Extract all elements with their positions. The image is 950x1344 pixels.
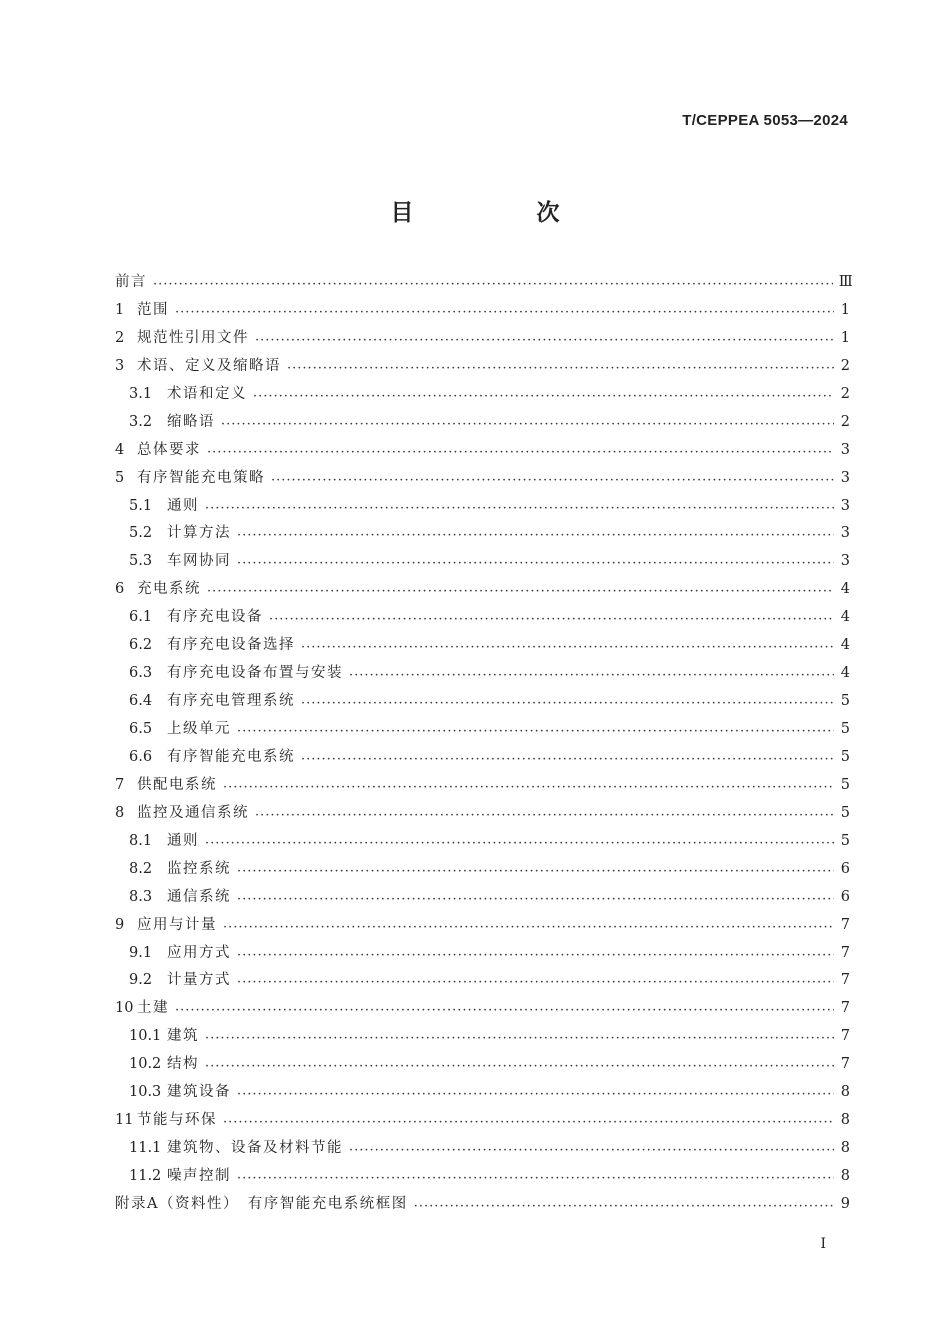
toc-entry-page: 6 <box>840 888 850 905</box>
toc-entry-label: 通信系统 <box>167 888 231 905</box>
toc-entry-number: 5.1 <box>129 497 153 514</box>
toc-entry-number: 8.3 <box>129 888 153 905</box>
toc-entry-page: 3 <box>840 525 850 542</box>
toc-leader-dots <box>223 779 834 794</box>
toc-entry[interactable] <box>115 521 850 549</box>
toc-entry-label: 术语和定义 <box>167 385 247 402</box>
toc-entry-number: 3 <box>115 357 125 374</box>
toc-entry[interactable] <box>115 1192 850 1220</box>
toc-entry-page: 2 <box>840 357 850 374</box>
toc-entry-label: 噪声控制 <box>167 1168 231 1184</box>
toc-entry-number: 2 <box>115 329 125 346</box>
toc-leader-dots <box>287 360 834 375</box>
toc-entry-number: 6.3 <box>129 665 153 682</box>
toc-entry-number: 11.2 <box>129 1168 162 1184</box>
toc-entry-label: 监控系统 <box>167 860 231 877</box>
table-of-contents <box>115 270 853 1220</box>
toc-entry-label: 有序智能充电策略 <box>137 469 265 486</box>
toc-entry-number: 8 <box>115 804 125 821</box>
document-code: T/CEPPEA 5053—2024 <box>682 112 848 129</box>
toc-leader-dots <box>253 388 834 403</box>
toc-leader-dots <box>237 891 834 906</box>
toc-entry-page: 8 <box>840 1168 850 1184</box>
toc-leader-dots <box>205 500 834 515</box>
toc-entry-label: 上级单元 <box>167 721 231 737</box>
toc-entry[interactable] <box>115 968 850 996</box>
toc-entry-label: 土建 <box>137 1000 169 1017</box>
toc-entry[interactable] <box>115 1108 850 1136</box>
toc-entry[interactable] <box>115 913 850 941</box>
toc-entry[interactable] <box>115 298 850 326</box>
toc-entry-page: 8 <box>840 1084 850 1101</box>
toc-leader-dots <box>255 332 834 347</box>
toc-entry-page: 6 <box>840 860 850 877</box>
toc-entry-page: 4 <box>840 637 850 654</box>
toc-entry-number: 6.6 <box>129 748 153 765</box>
toc-leader-dots <box>223 1114 834 1129</box>
toc-leader-dots <box>349 1142 834 1157</box>
toc-entry-number: 6.5 <box>129 721 153 737</box>
toc-entry-page: 5 <box>840 832 850 849</box>
toc-leader-dots <box>175 1002 834 1017</box>
toc-entry-page: 7 <box>840 916 850 933</box>
toc-leader-dots <box>205 1058 834 1073</box>
toc-entry-page: 7 <box>840 1028 850 1045</box>
toc-entry-label: 术语、定义及缩略语 <box>137 357 281 374</box>
toc-entry[interactable] <box>115 1136 850 1164</box>
toc-entry-number: 5.3 <box>129 553 153 570</box>
toc-entry-number: 9.1 <box>129 944 153 961</box>
toc-entry-label: 规范性引用文件 <box>137 329 249 346</box>
toc-entry-page: 7 <box>840 944 850 961</box>
toc-leader-dots <box>301 639 834 654</box>
toc-entry-number: 7 <box>115 776 125 793</box>
toc-leader-dots <box>237 527 834 542</box>
toc-entry[interactable] <box>115 745 850 773</box>
toc-entry[interactable] <box>115 689 850 717</box>
toc-entry-number: 3.2 <box>129 413 153 430</box>
toc-leader-dots <box>271 472 834 487</box>
toc-leader-dots <box>237 974 834 989</box>
toc-entry[interactable] <box>115 549 850 577</box>
toc-entry-label: 充电系统 <box>137 581 201 598</box>
toc-leader-dots <box>255 807 834 822</box>
toc-entry-number: 8.2 <box>129 860 153 877</box>
toc-entry[interactable] <box>115 717 850 745</box>
toc-entry[interactable] <box>115 270 853 298</box>
toc-entry-label: 应用与计量 <box>137 916 217 933</box>
toc-entry[interactable] <box>115 773 850 801</box>
toc-entry-label: 结构 <box>167 1056 199 1073</box>
toc-entry-page: 4 <box>840 665 850 682</box>
toc-leader-dots <box>269 611 834 626</box>
toc-entry-number: 11 <box>115 1112 134 1129</box>
toc-entry[interactable] <box>115 1164 850 1192</box>
toc-entry[interactable] <box>115 633 850 661</box>
toc-entry-label: 应用方式 <box>167 944 231 961</box>
toc-entry-page: 3 <box>840 441 850 458</box>
toc-entry[interactable] <box>115 354 850 382</box>
toc-entry-label: 总体要求 <box>137 441 201 458</box>
toc-entry-page: 4 <box>840 609 850 626</box>
toc-entry-page: 8 <box>840 1140 850 1157</box>
toc-entry-label: 有序充电设备 <box>167 609 263 626</box>
toc-entry[interactable] <box>115 941 850 969</box>
toc-entry-page: 5 <box>840 721 850 737</box>
toc-entry-page: 5 <box>840 748 850 765</box>
toc-entry-label: 通则 <box>167 497 199 514</box>
toc-entry[interactable] <box>115 410 850 438</box>
toc-entry-number: 1 <box>115 301 125 318</box>
toc-entry-page: 7 <box>840 1056 850 1073</box>
toc-entry-label: 有序充电设备选择 <box>167 637 295 654</box>
toc-entry-label: 范围 <box>137 301 169 318</box>
toc-entry-number: 6 <box>115 581 125 598</box>
toc-entry-page: 3 <box>840 469 850 486</box>
toc-entry-label: 监控及通信系统 <box>137 804 249 821</box>
toc-entry[interactable] <box>115 1080 850 1108</box>
toc-entry-number: 6.1 <box>129 609 153 626</box>
toc-leader-dots <box>205 835 834 850</box>
toc-entry-page: 5 <box>840 693 850 710</box>
toc-entry-label: 建筑设备 <box>167 1084 231 1101</box>
toc-entry-number: 4 <box>115 441 125 458</box>
toc-entry-label: 建筑 <box>167 1028 199 1045</box>
toc-leader-dots <box>207 444 834 459</box>
toc-entry[interactable] <box>115 494 850 522</box>
toc-leader-dots <box>221 416 834 431</box>
toc-entry-page: 7 <box>840 972 850 989</box>
toc-leader-dots <box>414 1198 834 1213</box>
toc-entry-number: 8.1 <box>129 832 153 849</box>
toc-entry[interactable] <box>115 605 850 633</box>
toc-entry-number: 10.2 <box>129 1056 162 1073</box>
toc-leader-dots <box>237 863 834 878</box>
toc-leader-dots <box>237 555 834 570</box>
toc-entry-page: 2 <box>840 385 850 402</box>
toc-entry-label: 建筑物、设备及材料节能 <box>167 1140 343 1157</box>
toc-entry-page: Ⅲ <box>838 274 853 290</box>
toc-entry-label: 通则 <box>167 832 199 849</box>
toc-leader-dots <box>153 276 833 291</box>
toc-entry[interactable] <box>115 661 850 689</box>
toc-entry[interactable] <box>115 1052 850 1080</box>
toc-entry-label: 缩略语 <box>167 413 215 430</box>
toc-entry-page: 2 <box>840 413 850 430</box>
toc-entry-label: 前言 <box>115 274 147 290</box>
toc-leader-dots <box>175 304 834 319</box>
toc-entry-number: 5.2 <box>129 525 153 542</box>
toc-entry[interactable] <box>115 438 850 466</box>
toc-entry[interactable] <box>115 326 850 354</box>
toc-entry-number: 9 <box>115 916 125 933</box>
toc-entry-page: 4 <box>840 581 850 598</box>
toc-leader-dots <box>237 947 834 962</box>
toc-leader-dots <box>205 1030 834 1045</box>
toc-entry[interactable] <box>115 857 850 885</box>
toc-entry-number: 6.2 <box>129 637 153 654</box>
toc-leader-dots <box>301 751 834 766</box>
toc-entry-page: 5 <box>840 776 850 793</box>
toc-entry[interactable] <box>115 577 850 605</box>
toc-leader-dots <box>237 1170 834 1185</box>
toc-entry[interactable] <box>115 829 850 857</box>
toc-entry[interactable] <box>115 996 850 1024</box>
footer-page-number: Ⅰ <box>820 1236 826 1252</box>
toc-entry-label: 有序充电设备布置与安装 <box>167 665 343 682</box>
toc-entry[interactable] <box>115 382 850 410</box>
toc-entry-page: 3 <box>840 497 850 514</box>
toc-entry-number: 10.3 <box>129 1084 162 1101</box>
page-title: 目 次 <box>390 199 610 226</box>
toc-entry-number: 10 <box>115 1000 134 1017</box>
toc-entry-label: 有序智能充电系统 <box>167 748 295 765</box>
toc-entry-label: 节能与环保 <box>137 1112 217 1129</box>
toc-entry-number: 3.1 <box>129 385 153 402</box>
toc-leader-dots <box>237 1086 834 1101</box>
toc-leader-dots <box>301 695 834 710</box>
toc-entry[interactable] <box>115 885 850 913</box>
toc-entry[interactable] <box>115 1024 850 1052</box>
toc-entry-page: 5 <box>840 804 850 821</box>
toc-entry-label: 计算方法 <box>167 525 231 542</box>
toc-entry-page: 3 <box>840 553 850 570</box>
toc-entry-number: 10.1 <box>129 1028 162 1045</box>
toc-entry-label: 供配电系统 <box>137 776 217 793</box>
toc-entry-page: 9 <box>840 1195 850 1212</box>
toc-entry-number: 6.4 <box>129 693 153 710</box>
toc-entry-label: 车网协同 <box>167 553 231 570</box>
toc-entry-label: 计量方式 <box>167 972 231 989</box>
toc-entry-number: 5 <box>115 469 125 486</box>
toc-leader-dots <box>223 919 834 934</box>
toc-entry-label: 附录A（资料性） 有序智能充电系统框图 <box>115 1195 408 1212</box>
toc-entry-number: 11.1 <box>129 1140 162 1157</box>
toc-entry-page: 1 <box>840 301 850 318</box>
toc-leader-dots <box>207 583 834 598</box>
toc-leader-dots <box>237 723 834 738</box>
toc-entry-page: 8 <box>840 1112 850 1129</box>
toc-entry-page: 1 <box>840 329 850 346</box>
toc-entry-label: 有序充电管理系统 <box>167 693 295 710</box>
toc-entry-page: 7 <box>840 1000 850 1017</box>
toc-leader-dots <box>349 667 834 682</box>
toc-entry[interactable] <box>115 466 850 494</box>
toc-entry[interactable] <box>115 801 850 829</box>
toc-entry-number: 9.2 <box>129 972 153 989</box>
